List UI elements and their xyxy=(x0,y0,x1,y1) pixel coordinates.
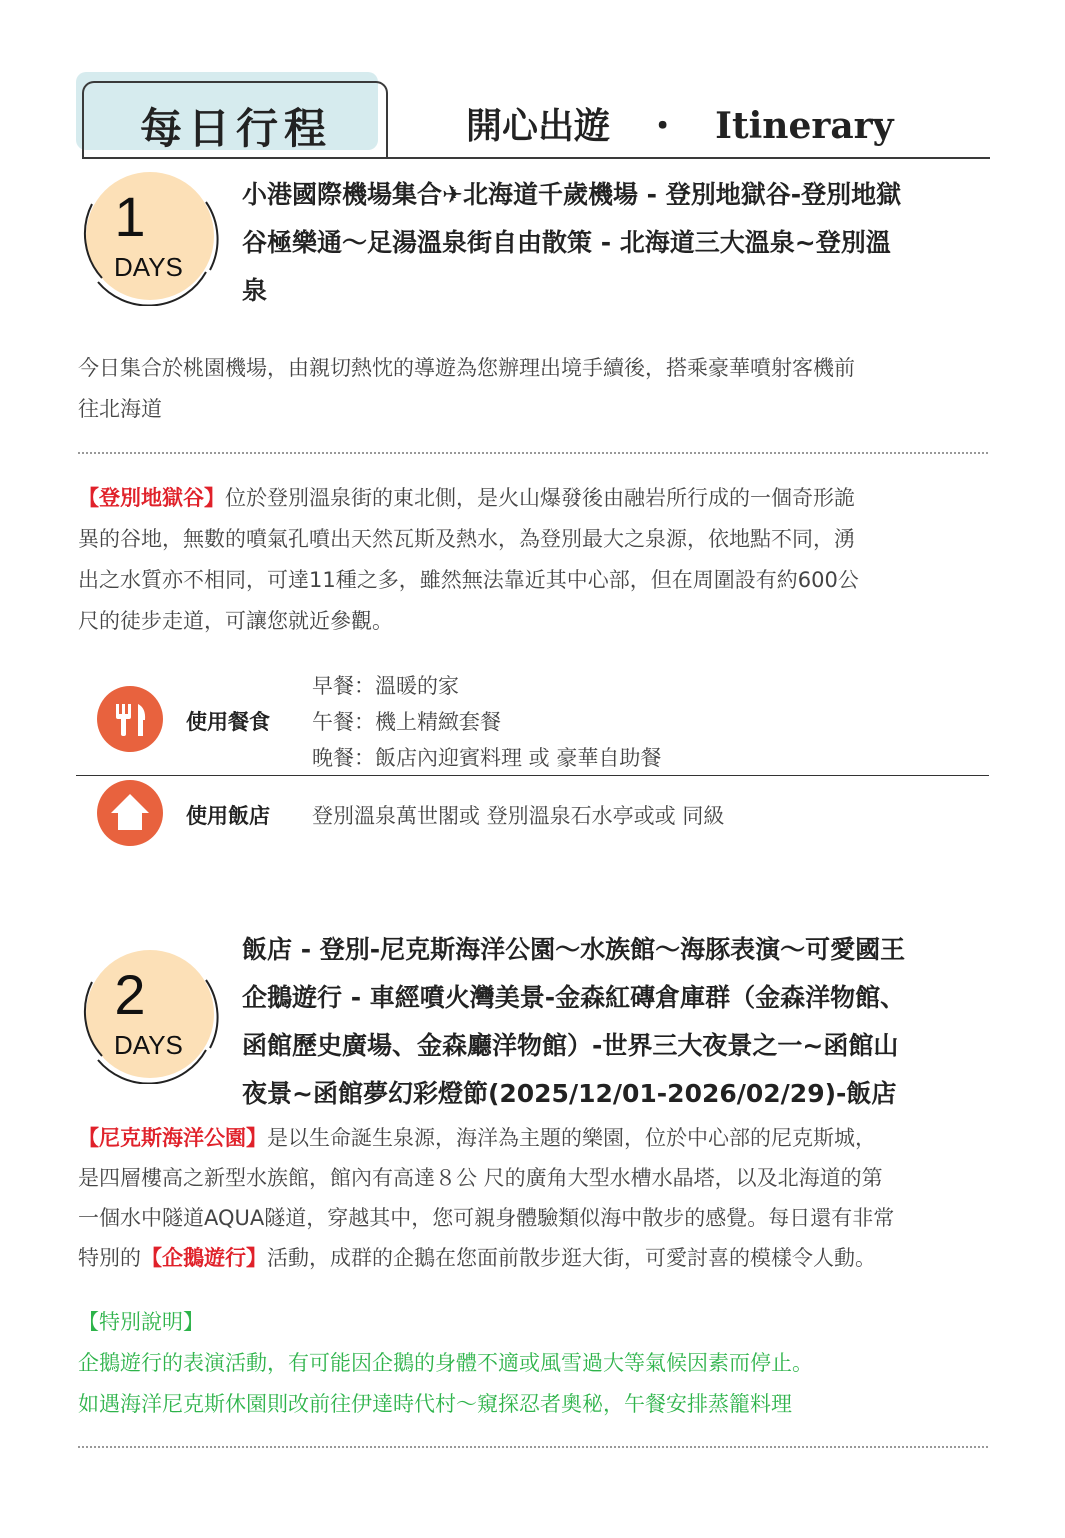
divider-solid xyxy=(76,775,989,776)
spot-text: 位於登別溫泉街的東北側，是火山爆發後由融岩所行成的一個奇形詭 xyxy=(225,486,855,510)
subtitle-separator: ・ xyxy=(644,106,681,147)
spot-line: 是四層樓高之新型水族館，館內有高達８公 尺的廣角大型水槽水晶塔，以及北海道的第 xyxy=(78,1166,883,1190)
subtitle-en: Itinerary xyxy=(715,105,894,147)
home-icon xyxy=(97,780,163,846)
title-line: 夜景~函館夢幻彩燈節(2025/12/01-2026/02/29)-飯店 xyxy=(242,1079,897,1108)
title-line: 小港國際機場集合✈北海道千歲機場 - 登別地獄谷-登別地獄 xyxy=(242,180,902,209)
day-number: 1 xyxy=(114,185,146,248)
spot-highlight: 【企鵝遊行】 xyxy=(141,1246,267,1270)
day2-special-note xyxy=(78,1302,988,1425)
fork-knife-icon xyxy=(97,686,163,752)
spot-line: 異的谷地，無數的噴氣孔噴出天然瓦斯及熱水，為登別最大之泉源，依地點不同，湧 xyxy=(78,527,855,551)
days-label: DAYS xyxy=(114,252,183,282)
divider-dotted xyxy=(78,1446,988,1448)
hotel-value: 登別溫泉萬世閣或 登別溫泉石水亭或或 同級 xyxy=(312,804,725,828)
hotel-label: 使用飯店 xyxy=(186,804,270,828)
meals-label: 使用餐食 xyxy=(186,710,270,734)
subtitle-cn: 開心出遊 xyxy=(466,106,611,147)
day2-title xyxy=(242,926,982,1118)
title-line: 谷極樂通～足湯溫泉街自由散策 - 北海道三大溫泉~登別溫 xyxy=(242,228,891,257)
spot-name: 【尼克斯海洋公園】 xyxy=(78,1126,267,1150)
title-line: 函館歷史廣場、金森廳洋物館）-世界三大夜景之一~函館山 xyxy=(242,1031,899,1060)
meal-breakfast: 早餐：溫暖的家 xyxy=(312,674,459,698)
day-number: 2 xyxy=(114,963,146,1026)
page-title: 每日行程 xyxy=(139,104,332,153)
note-line: 企鵝遊行的表演活動，有可能因企鵝的身體不適或風雪過大等氣候因素而停止。 xyxy=(78,1351,813,1375)
intro-line: 今日集合於桃園機場，由親切熱忱的導遊為您辦理出境手續後，搭乘豪華噴射客機前 xyxy=(78,356,855,380)
utensils-icon xyxy=(97,686,163,752)
title-line: 企鵝遊行 - 車經噴火灣美景-金森紅磚倉庫群（金森洋物館、 xyxy=(242,983,906,1012)
day1-spot-description xyxy=(78,478,988,642)
spot-line: 一個水中隧道AQUA隧道，穿越其中，您可親身體驗類似海中散步的感覺。每日還有非常 xyxy=(78,1206,895,1230)
note-title: 【特別說明】 xyxy=(78,1310,204,1334)
day2-badge xyxy=(80,944,220,1084)
meal-dinner: 晚餐：飯店內迎賓料理 或 豪華自助餐 xyxy=(312,746,662,770)
spot-text: 活動，成群的企鵝在您面前散步逛大街，可愛討喜的模樣令人動。 xyxy=(267,1246,876,1270)
day2-spot-description xyxy=(78,1118,988,1278)
page-subtitle xyxy=(466,98,894,149)
spot-text: 是以生命誕生泉源，海洋為主題的樂園，位於中心部的尼克斯城， xyxy=(267,1126,876,1150)
day1-title xyxy=(242,171,982,315)
meal-lunch: 午餐：機上精緻套餐 xyxy=(312,710,501,734)
title-line: 飯店 - 登別-尼克斯海洋公園～水族館～海豚表演～可愛國王 xyxy=(242,935,906,964)
spot-name: 【登別地獄谷】 xyxy=(78,486,225,510)
spot-line xyxy=(78,478,988,519)
spot-line xyxy=(78,1118,988,1158)
house-icon xyxy=(97,780,163,846)
spot-text: 特別的 xyxy=(78,1246,141,1270)
days-label: DAYS xyxy=(114,1030,183,1060)
note-line: 如遇海洋尼克斯休園則改前往伊達時代村～窺探忍者奧秘，午餐安排蒸籠料理 xyxy=(78,1392,792,1416)
title-line: 泉 xyxy=(242,276,268,305)
day1-intro xyxy=(78,348,988,430)
divider-dotted xyxy=(78,452,988,454)
day1-badge xyxy=(80,166,220,306)
spot-line: 出之水質亦不相同，可達11種之多，雖然無法靠近其中心部，但在周圍設有約600公 xyxy=(78,568,859,592)
header-rule xyxy=(82,157,990,159)
spot-line xyxy=(78,1238,988,1278)
spot-line: 尺的徒步走道，可讓您就近參觀。 xyxy=(78,609,393,633)
intro-line: 往北海道 xyxy=(78,397,162,421)
